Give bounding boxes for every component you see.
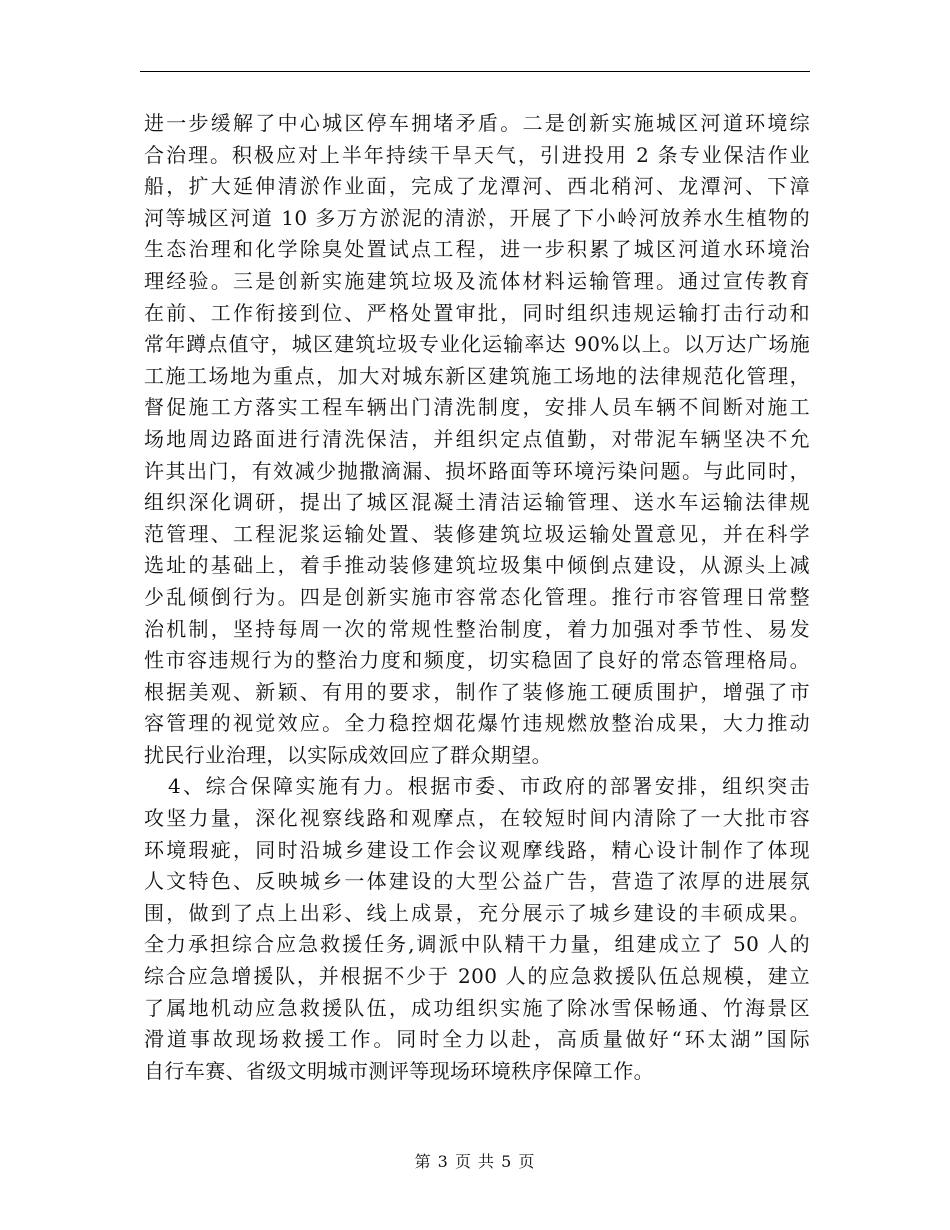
text-line: 自行车赛、省级文明城市测评等现场环境秩序保障工作。 <box>144 1058 654 1083</box>
text-line: 了属地机动应急救援队伍，成功组织实施了除冰雪保畅通、竹海景区 <box>144 995 810 1020</box>
text-line: 容管理的视觉效应。全力稳控烟花爆竹违规燃放整治成果，大力推动 <box>144 711 810 736</box>
paragraph-first-line: 4、综合保障实施有力。根据市委、市政府的部署安排，组织突击 <box>168 774 810 799</box>
text-line: 全力承担综合应急救援任务,调派中队精干力量，组建成立了 50 人的 <box>144 932 810 957</box>
text-line: 生态治理和化学除臭处置试点工程，进一步积累了城区河道水环境治 <box>144 237 810 262</box>
text-line: 范管理、工程泥浆运输处置、装修建筑垃圾运输处置意见，并在科学 <box>144 521 810 546</box>
text-line: 在前、工作衔接到位、严格处置审批，同时组织违规运输打击行动和 <box>144 300 810 325</box>
text-line: 船，扩大延伸清淤作业面，完成了龙潭河、西北稍河、龙潭河、下漳 <box>144 174 810 199</box>
text-line: 滑道事故现场救援工作。同时全力以赴，高质量做好“环太湖”国际 <box>144 1027 810 1052</box>
text-line: 理经验。三是创新实施建筑垃圾及流体材料运输管理。通过宣传教育 <box>144 268 810 293</box>
text-line: 进一步缓解了中心城区停车拥堵矛盾。二是创新实施城区河道环境综 <box>144 111 810 135</box>
text-line: 选址的基础上，着手推动装修建筑垃圾集中倾倒点建设，从源头上减 <box>144 553 810 578</box>
header-rule <box>140 71 810 72</box>
text-line: 人文特色、反映城乡一体建设的大型公益广告，营造了浓厚的进展氛 <box>144 869 810 894</box>
page-number-footer: 第 3 页 共 5 页 <box>414 1152 536 1171</box>
text-line: 攻坚力量，深化视察线路和观摩点，在较短时间内清除了一大批市容 <box>144 806 810 831</box>
text-line: 治机制，坚持每周一次的常规性整治制度，着力加强对季节性、易发 <box>144 616 810 641</box>
text-line: 许其出门，有效减少抛撒滴漏、损坏路面等环境污染问题。与此同时， <box>144 458 810 483</box>
text-line: 环境瑕疵，同时沿城乡建设工作会议观摩线路，精心设计制作了体现 <box>144 837 810 862</box>
body-text <box>144 108 810 1087</box>
text-line: 场地周边路面进行清洗保洁，并组织定点值勤，对带泥车辆坚决不允 <box>144 426 810 451</box>
text-line: 综合应急增援队，并根据不少于 200 人的应急救援队伍总规模，建立 <box>144 964 810 989</box>
text-line: 常年蹲点值守，城区建筑垃圾专业化运输率达 90%以上。以万达广场施 <box>144 332 810 357</box>
text-line: 扰民行业治理，以实际成效回应了群众期望。 <box>144 742 552 767</box>
text-line: 督促施工方落实工程车辆出门清洗制度，安排人员车辆不间断对施工 <box>144 395 810 420</box>
text-line: 工施工场地为重点，加大对城东新区建筑施工场地的法律规范化管理， <box>144 363 810 388</box>
text-line: 合治理。积极应对上半年持续干旱天气，引进投用 2 条专业保洁作业 <box>144 142 810 167</box>
text-line: 组织深化调研，提出了城区混凝土清洁运输管理、送水车运输法律规 <box>144 490 810 515</box>
text-line: 少乱倾倒行为。四是创新实施市容常态化管理。推行市容管理日常整 <box>144 584 810 609</box>
text-line: 河等城区河道 10 多万方淤泥的清淤，开展了下小岭河放养水生植物的 <box>144 205 810 230</box>
text-line: 性市容违规行为的整治力度和频度，切实稳固了良好的常态管理格局。 <box>144 648 810 673</box>
text-line: 围，做到了点上出彩、线上成景，充分展示了城乡建设的丰硕成果。 <box>144 900 810 925</box>
text-line: 根据美观、新颖、有用的要求，制作了装修施工硬质围护，增强了市 <box>144 679 810 704</box>
